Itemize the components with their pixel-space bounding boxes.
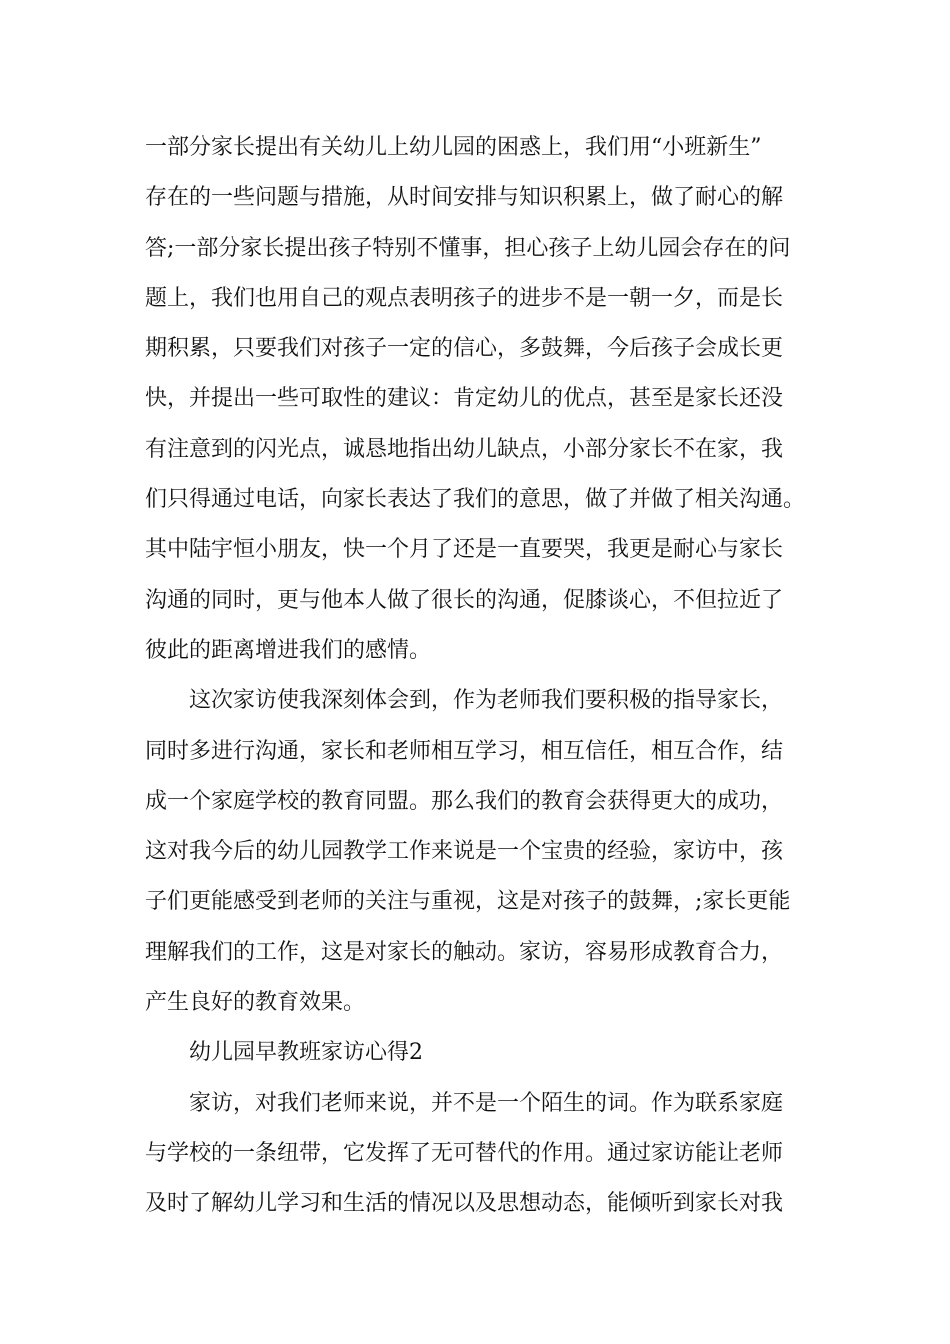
text-line: 子们更能感受到老师的关注与重视，这是对孩子的鼓舞，;家长更能 [145,889,791,915]
paragraph-start-line: 家访，对我们老师来说，并不是一个陌生的词。作为联系家庭 [189,1090,784,1116]
text-line: 期积累，只要我们对孩子一定的信心，多鼓舞，今后孩子会成长更 [145,336,784,362]
section-heading: 幼儿园早教班家访心得2 [189,1040,423,1066]
text-line: 同时多进行沟通，家长和老师相互学习，相互信任，相互合作，结 [145,738,784,764]
text-line: 快，并提出一些可取性的建议：肯定幼儿的优点，甚至是家长还没 [145,386,784,412]
text-line: 一部分家长提出有关幼儿上幼儿园的困惑上，我们用“小班新生” [145,135,762,160]
text-line: 存在的一些问题与措施，从时间安排与知识积累上，做了耐心的解 [145,185,784,211]
text-line: 与学校的一条纽带，它发挥了无可替代的作用。通过家访能让老师 [145,1140,784,1166]
text-line: 这对我今后的幼儿园教学工作来说是一个宝贵的经验，家访中，孩 [145,839,784,865]
text-line: 产生良好的教育效果。 [145,990,366,1016]
text-line: 答;一部分家长提出孩子特别不懂事，担心孩子上幼儿园会存在的问 [145,235,791,261]
text-line: 其中陆宇恒小朋友，快一个月了还是一直要哭，我更是耐心与家长 [145,537,784,563]
text-line: 有注意到的闪光点，诚恳地指出幼儿缺点，小部分家长不在家，我 [145,436,784,462]
text-line: 彼此的距离增进我们的感情。 [145,637,432,663]
text-line: 及时了解幼儿学习和生活的情况以及思想动态，能倾听到家长对我 [145,1191,784,1217]
text-line: 理解我们的工作，这是对家长的触动。家访，容易形成教育合力， [145,939,784,965]
paragraph-start-line: 这次家访使我深刻体会到，作为老师我们要积极的指导家长， [189,688,784,714]
document-body [145,128,815,1235]
text-line: 沟通的同时，更与他本人做了很长的沟通，促膝谈心，不但拉近了 [145,587,784,613]
text-line: 们只得通过电话，向家长表达了我们的意思，做了并做了相关沟通。 [145,487,806,513]
text-line: 成一个家庭学校的教育同盟。那么我们的教育会获得更大的成功， [145,788,784,814]
text-line: 题上，我们也用自己的观点表明孩子的进步不是一朝一夕，而是长 [145,285,784,311]
